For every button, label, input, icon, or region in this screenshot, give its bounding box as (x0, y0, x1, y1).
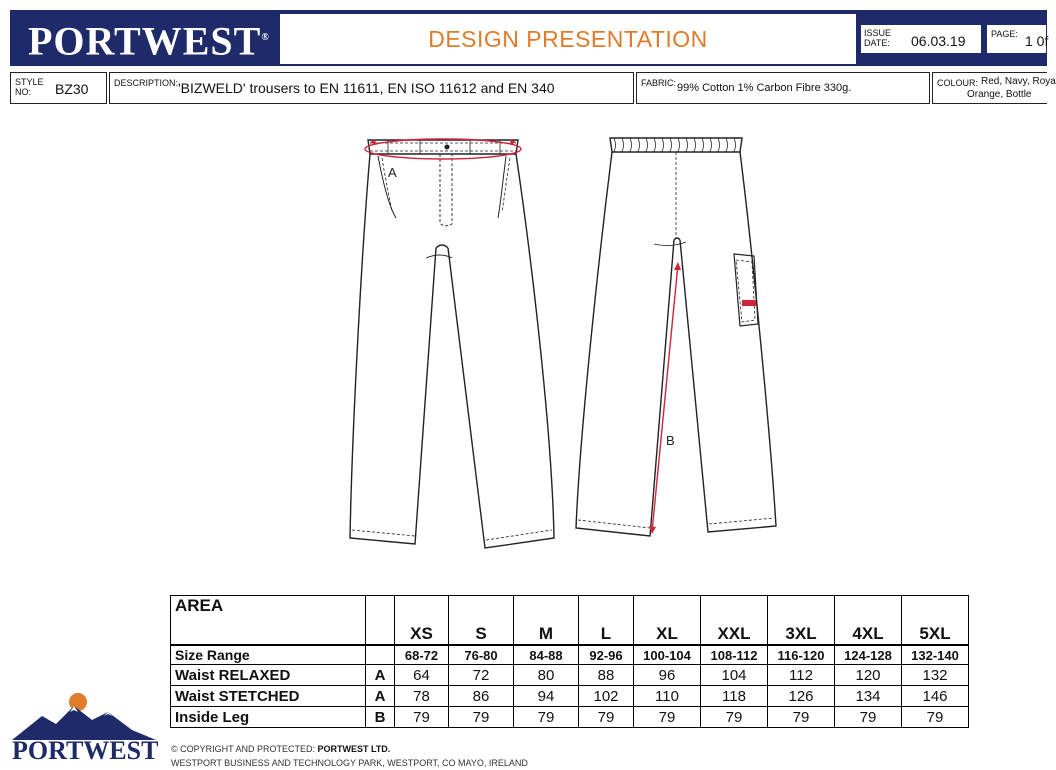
table-cell: 64 (395, 665, 449, 686)
table-cell: 86 (449, 686, 514, 707)
size-range-cell: 132-140 (902, 645, 969, 665)
size-range-cell: 124-128 (835, 645, 902, 665)
size-header: S (449, 596, 514, 646)
page-label: PAGE: (991, 29, 1018, 39)
size-range-cell: 108-112 (701, 645, 768, 665)
table-row (171, 707, 969, 728)
table-cell: 104 (701, 665, 768, 686)
page-value: 1 0f (1025, 33, 1049, 49)
size-range-cell: 68-72 (395, 645, 449, 665)
size-header: XS (395, 596, 449, 646)
table-cell: 79 (902, 707, 969, 728)
colour-line-2: Orange, Bottle (967, 89, 1032, 100)
table-row (171, 686, 969, 707)
table-cell: 79 (395, 707, 449, 728)
table-cell: 79 (449, 707, 514, 728)
row-label: Inside Leg (171, 707, 366, 728)
description-label: DESCRIPTION: (114, 78, 179, 88)
footer-address: WESTPORT BUSINESS AND TECHNOLOGY PARK, WESTPORT, CO MAYO, IRELAND (171, 758, 528, 768)
table-cell: 78 (395, 686, 449, 707)
table-cell: 132 (902, 665, 969, 686)
style-label: STYLE NO: (15, 77, 44, 97)
description-box (109, 72, 634, 104)
table-cell: 79 (514, 707, 579, 728)
area-header: AREA (171, 596, 366, 646)
table-cell: 88 (579, 665, 634, 686)
size-header: 5XL (902, 596, 969, 646)
fabric-text: 99% Cotton 1% Carbon Fibre 330g. (677, 82, 852, 94)
row-label: Waist RELAXED (171, 665, 366, 686)
row-code: A (366, 686, 395, 707)
page-box (986, 24, 1047, 54)
table-row (171, 665, 969, 686)
colour-label: COLOUR: (937, 78, 979, 88)
brand-logo: PORTWEST® (28, 18, 270, 64)
inside-leg-measure-line (652, 264, 678, 532)
copyright-text: © COPYRIGHT AND PROTECTED: (171, 744, 318, 754)
table-cell: 79 (634, 707, 701, 728)
size-range-row (171, 645, 969, 665)
description-text: 'BIZWELD' trousers to EN 11611, EN ISO 11612 and EN 340 (178, 80, 555, 96)
issue-date-value: 06.03.19 (911, 33, 966, 49)
issue-date-label: ISSUE DATE: (864, 28, 892, 48)
style-box (10, 72, 107, 104)
table-cell: 102 (579, 686, 634, 707)
company-name: PORTWEST LTD. (317, 744, 391, 754)
table-cell: 134 (835, 686, 902, 707)
size-range-cell: 84-88 (514, 645, 579, 665)
size-range-label: Size Range (171, 645, 366, 665)
colour-line-1: Red, Navy, Roya (981, 76, 1056, 87)
table-cell: 118 (701, 686, 768, 707)
table-cell: 79 (701, 707, 768, 728)
button-icon (445, 145, 450, 150)
table-cell: 146 (902, 686, 969, 707)
table-cell: 112 (768, 665, 835, 686)
size-header: M (514, 596, 579, 646)
size-header: 3XL (768, 596, 835, 646)
size-range-cell: 116-120 (768, 645, 835, 665)
table-cell: 80 (514, 665, 579, 686)
table-cell: 72 (449, 665, 514, 686)
table-cell: 79 (835, 707, 902, 728)
colour-box (932, 72, 1056, 104)
size-header: XL (634, 596, 701, 646)
row-code: A (366, 665, 395, 686)
document-title: DESIGN PRESENTATION (428, 26, 708, 52)
size-header: 4XL (835, 596, 902, 646)
footer-brand: PORTWEST (12, 736, 159, 765)
row-code: B (366, 707, 395, 728)
table-cell: 110 (634, 686, 701, 707)
portwest-mountain-logo (12, 690, 156, 742)
table-header-row (171, 596, 969, 646)
size-range-cell: 92-96 (579, 645, 634, 665)
size-range-cell: 76-80 (449, 645, 514, 665)
table-cell: 79 (768, 707, 835, 728)
fabric-box (636, 72, 930, 104)
footer-copyright (171, 743, 390, 756)
measure-label-b: B (666, 433, 675, 448)
size-header: L (579, 596, 634, 646)
back-trouser-sketch (570, 128, 790, 558)
table-cell: 120 (835, 665, 902, 686)
size-range-cell: 100-104 (634, 645, 701, 665)
row-label: Waist STETCHED (171, 686, 366, 707)
table-cell: 94 (514, 686, 579, 707)
issue-date-box (860, 24, 982, 54)
table-cell: 126 (768, 686, 835, 707)
style-number: BZ30 (55, 81, 89, 97)
fabric-label: FABRIC: (641, 78, 677, 88)
table-cell: 79 (579, 707, 634, 728)
measure-label-a: A (388, 165, 397, 180)
reflective-tab (742, 300, 756, 306)
front-trouser-sketch (340, 128, 560, 558)
size-spec-table (170, 595, 969, 728)
size-header: XXL (701, 596, 768, 646)
table-cell: 96 (634, 665, 701, 686)
